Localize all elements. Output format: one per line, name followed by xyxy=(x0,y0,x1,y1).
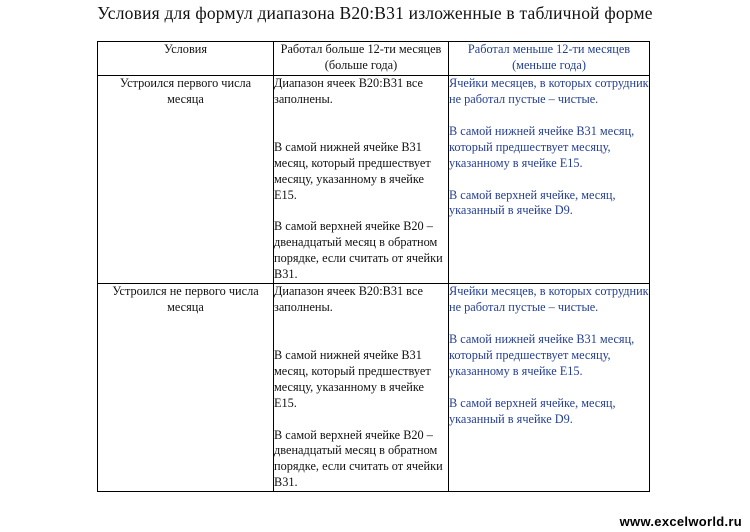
cell-paragraph: Диапазон ячеек B20:B31 все заполнены. xyxy=(274,284,423,314)
cell-paragraph: В самой нижней ячейке B31 месяц, который предшествует месяцу, указанному в ячейке E15. xyxy=(274,347,431,410)
more-than-year-cell xyxy=(274,76,449,284)
header-conditions: Условия xyxy=(98,42,274,76)
cell-paragraph: Ячейки месяцев, в которых сотрудник не работал пустые – чистые. xyxy=(449,76,649,106)
less-than-year-cell xyxy=(449,76,650,284)
cell-paragraph: В самой нижней ячейке B31 месяц, который предшествует месяцу, указанному в ячейке E15. xyxy=(274,139,431,202)
conditions-table xyxy=(97,41,650,492)
cell-paragraph: В самой верхней ячейке, месяц, указанный в ячейке D9. xyxy=(449,187,616,218)
table-row xyxy=(98,284,650,492)
cell-paragraph: Ячейки месяцев, в которых сотрудник не работал пустые – чистые. xyxy=(449,284,649,314)
cell-paragraph: В самой верхней ячейке B20 – двенадцатый месяц в обратном порядке, если считать от ячейки B31. xyxy=(274,427,443,490)
cell-paragraph: В самой верхней ячейке B20 – двенадцатый месяц в обратном порядке, если считать от ячейки B31. xyxy=(274,219,443,282)
header-less-than-year: Работал меньше 12-ти месяцев (меньше года) xyxy=(449,42,650,76)
cell-paragraph: В самой верхней ячейке, месяц, указанный в ячейке D9. xyxy=(449,395,616,426)
more-than-year-cell xyxy=(274,284,449,492)
page-title: Условия для формул диапазона B20:B31 изложенные в табличной форме xyxy=(97,3,653,23)
less-than-year-cell xyxy=(449,284,650,492)
cell-paragraph: Диапазон ячеек B20:B31 все заполнены. xyxy=(274,76,423,106)
condition-cell xyxy=(98,284,274,492)
cell-paragraph: В самой нижней ячейке B31 месяц, который предшествует месяцу, указанному в ячейке E15. xyxy=(449,331,635,378)
header-more-than-year: Работал больше 12-ти месяцев (больше года) xyxy=(274,42,449,76)
table-row xyxy=(98,76,650,284)
condition-text: Устроился первого числа месяца xyxy=(119,76,252,106)
condition-text: Устроился не первого числа месяца xyxy=(112,284,259,314)
condition-cell xyxy=(98,76,274,284)
site-watermark: www.excelworld.ru xyxy=(619,514,742,529)
cell-paragraph: В самой нижней ячейке B31 месяц, который предшествует месяцу, указанному в ячейке E15. xyxy=(449,123,635,170)
table-header-row xyxy=(98,42,650,76)
